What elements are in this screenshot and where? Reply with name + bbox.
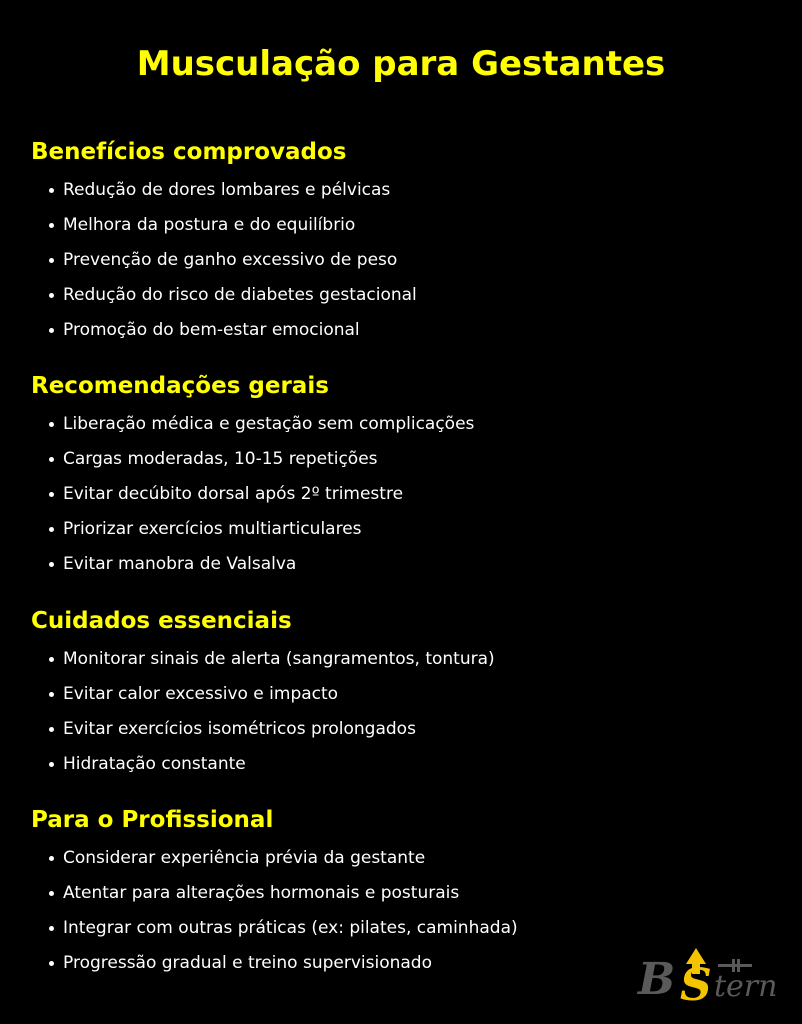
bullet-icon	[49, 293, 54, 298]
page-title: Musculação para Gestantes	[136, 44, 666, 84]
list-item	[31, 208, 771, 243]
list-item	[31, 712, 771, 747]
list-item-text: Redução do risco de diabetes gestacional	[63, 285, 417, 305]
bullet-icon	[49, 856, 54, 861]
list-item	[31, 547, 771, 582]
bullet-icon	[49, 762, 54, 767]
bullet-icon	[49, 891, 54, 896]
bullet-icon	[49, 492, 54, 497]
bullet-icon	[49, 562, 54, 567]
list-item-text: Evitar exercícios isométricos prolongados	[63, 719, 416, 739]
list-item-text: Prevenção de ganho excessivo de peso	[63, 250, 398, 270]
list-item-text: Cargas moderadas, 10-15 repetições	[63, 449, 378, 469]
list-item	[31, 313, 771, 348]
list-item	[31, 642, 771, 677]
list-item-text: Hidratação constante	[63, 754, 246, 774]
list-item	[31, 677, 771, 712]
section-heading: Recomendações gerais	[31, 373, 329, 399]
svg-text:S: S	[680, 960, 712, 1008]
list-item	[31, 278, 771, 313]
bstern-logo-icon	[636, 944, 790, 1008]
list-item	[31, 173, 771, 208]
list-item-text: Evitar calor excessivo e impacto	[63, 684, 339, 704]
section-heading: Cuidados essenciais	[31, 608, 292, 634]
bullet-icon	[49, 223, 54, 228]
section-cuidados	[31, 606, 771, 782]
list-item	[31, 243, 771, 278]
bullet-icon	[49, 457, 54, 462]
bullet-list	[31, 173, 771, 348]
bullet-icon	[49, 422, 54, 427]
bullet-icon	[49, 727, 54, 732]
list-item	[31, 442, 771, 477]
list-item-text: Integrar com outras práticas (ex: pilates, caminhada)	[63, 918, 518, 938]
bullet-icon	[49, 692, 54, 697]
svg-text:B: B	[638, 954, 676, 1005]
bullet-icon	[49, 188, 54, 193]
list-item	[31, 407, 771, 442]
list-item	[31, 841, 771, 876]
section-beneficios	[31, 137, 771, 348]
bullet-list	[31, 642, 771, 782]
bstern-logo	[636, 944, 790, 1008]
list-item-text: Redução de dores lombares e pélvicas	[63, 180, 391, 200]
list-item	[31, 477, 771, 512]
list-item-text: Monitorar sinais de alerta (sangramentos, tontura)	[63, 649, 495, 669]
list-item-text: Melhora da postura e do equilíbrio	[63, 215, 356, 235]
list-item-text: Evitar manobra de Valsalva	[63, 554, 297, 574]
list-item	[31, 911, 771, 946]
bullet-icon	[49, 926, 54, 931]
list-item-text: Progressão gradual e treino supervisionado	[63, 953, 433, 973]
bullet-icon	[49, 527, 54, 532]
section-recomendacoes	[31, 371, 771, 582]
bullet-list	[31, 407, 771, 582]
list-item-text: Promoção do bem-estar emocional	[63, 320, 360, 340]
list-item-text: Considerar experiência prévia da gestante	[63, 848, 426, 868]
list-item-text: Atentar para alterações hormonais e posturais	[63, 883, 460, 903]
bullet-icon	[49, 328, 54, 333]
list-item	[31, 747, 771, 782]
bullet-icon	[49, 657, 54, 662]
section-heading: Para o Profissional	[31, 807, 274, 833]
bullet-icon	[49, 258, 54, 263]
bullet-icon	[49, 961, 54, 966]
list-item	[31, 512, 771, 547]
section-heading: Benefícios comprovados	[31, 139, 347, 165]
list-item-text: Evitar decúbito dorsal após 2º trimestre	[63, 484, 404, 504]
list-item-text: Liberação médica e gestação sem complicações	[63, 414, 475, 434]
list-item	[31, 876, 771, 911]
svg-text:tern: tern	[714, 969, 778, 1004]
list-item-text: Priorizar exercícios multiarticulares	[63, 519, 362, 539]
